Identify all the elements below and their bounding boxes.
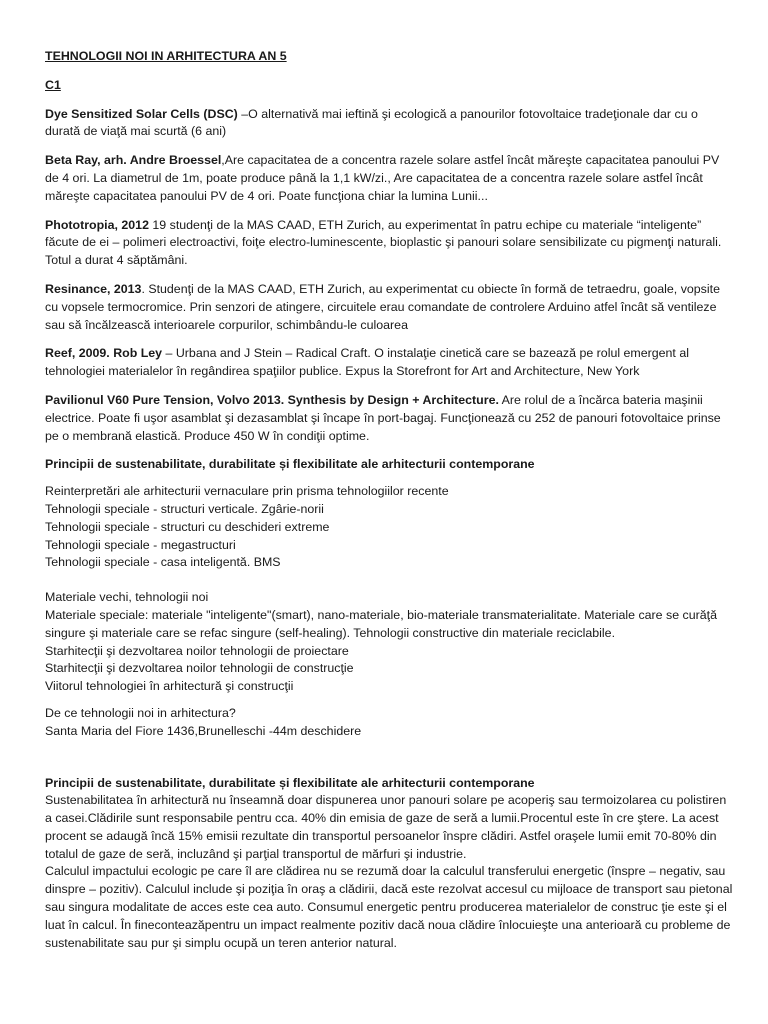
entry-title: Pavilionul V60 Pure Tension, Volvo 2013. Synthesis by Design + Architecture. [45,392,499,407]
list-item: Tehnologii speciale - structuri verticale. Zgârie-norii [45,501,324,516]
entry-title: Reef, 2009. Rob Ley [45,346,163,361]
entry-title: Dye Sensitized Solar Cells (DSC) [45,106,238,121]
list-item: Tehnologii speciale - structuri cu deschideri extreme [45,519,330,534]
entry-text: Are rolul de a încărca bateria maşinii electrice. Poate fi uşor asamblat şi dezasamblat şi încape în port-bagaj. Funcţionează cu 252 de panouri fotovoltaice prinse pe o membrană elastică. Produce 450 W în condiţii optime. [45,392,721,443]
entry-phototropia [45,217,735,270]
entry-text: ,Are capacitatea de a concentra razele solare astfel încât măreşte capacitatea panoului PV de 4 ori. La diametrul de 1m, poate produce până la 1,1 kW/zi., Are capacitatea de a concentra razele solare astfel încât măreşte capacitatea panoului PV de 4 ori. Poate funcţiona chiar la lumina Lunii... [45,153,720,203]
entry-text: – Urbana and J Stein – Radical Craft. O instalaţie cinetică care se bazează pe rolul emergent al tehnologiei materialelor în regândirea spaţiilor publice. Expus la Storefront for Art and Architecture, New York [45,346,689,379]
list-item: Viitorul tehnologiei în arhitectură şi construcţii [45,679,294,694]
list-item: Santa Maria del Fiore 1436,Brunelleschi -44m deschidere [45,723,362,738]
entry-title: Phototropia, 2012 [45,217,149,232]
section-heading: Principii de sustenabilitate, durabilitate și flexibilitate ale arhitecturii contemporane [45,457,535,472]
topic-list-1 [45,483,735,572]
entry-reef [45,345,735,381]
list-item: De ce tehnologii noi in arhitectura? [45,705,236,720]
entry-beta-ray [45,152,735,205]
paragraph: Sustenabilitatea în arhitectură nu înseamnă doar dispunerea unor panouri solare pe acoperiş sau termoizolarea cu polistiren a casei.Clădirile sunt responsabile pentru cca. 40% din emisia de gaze de seră a lumii.Procentul este în cre ştere. La acest procent se adaugă încă 15% emisii rezultate din transportul persoanelor înspre clădiri. Astfel oraşele lumii emit 70-80% din totalul de gaze de seră, incluzând şi parţial transportul de mărfuri şi industrie. [45,793,727,861]
entry-title: Resinance, 2013 [45,281,142,296]
list-item: Tehnologii speciale - casa inteligentă. BMS [45,555,281,570]
list-item: Starhitecţii şi dezvoltarea noilor tehnologii de proiectare [45,643,349,658]
entry-text: . Studenţi de la MAS CAAD, ETH Zurich, au experimentat cu obiecte în formă de tetraedru, goale, vopsite cu vopsele termocromice. Prin senzori de atingere, circuitele erau comandate de controlere Arduino atfel încât să ventileze sau să încălzească interioarele corpurilor, schimbându-le culoarea [45,281,720,332]
document-title: TEHNOLOGII NOI IN ARHITECTURA AN 5 [45,49,287,63]
entry-text: –O alternativă mai ieftină şi ecologică a panourilor fotovoltaice tradeţionale dar cu o durată de viaţă mai scurtă (6 ani) [45,106,698,139]
section-heading: Principii de sustenabilitate, durabilitate și flexibilitate ale arhitecturii contemporane [45,775,535,790]
entry-resinance [45,281,735,334]
list-item: Reinterpretări ale arhitecturii vernaculare prin prisma tehnologiilor recente [45,484,449,499]
entry-title: Beta Ray, arh. Andre Broessel [45,153,222,168]
list-item: Materiale speciale: materiale "inteligente"(smart), nano-materiale, bio-materiale transmaterialitate. Materiale care se curăţă singure şi materiale care se refac singure (self-healing). Tehnologii constructive din materiale reciclabile. [45,607,717,640]
entry-text: 19 studenţi de la MAS CAAD, ETH Zurich, au experimentat în patru echipe cu materiale “inteligente” făcute de ei – polimeri electroactivi, foiţe electro-luminescente, bioplastic şi panouri solare sensibilizate cu pigmenţi naturali. Totul a durat 4 săptămâni. [45,217,722,268]
list-item: Materiale vechi, tehnologii noi [45,590,209,605]
entry-dsc [45,106,735,142]
topic-list-2 [45,589,735,696]
course-label: C1 [45,77,61,92]
entry-pavilion-v60 [45,392,735,445]
sustainability-text [45,792,735,952]
paragraph: Calculul impactului ecologic pe care îl are clădirea nu se rezumă doar la calculul transferului energetic (înspre – negativ, sau dinspre – pozitiv). Calculul include şi poziţia în oraş a clădirii, dacă este rezolvat accesul cu mijloace de transport sau pietonal sau singura modalitate de acces este cea auto. Consumul energetic pentru producerea materialelor de construc ţie este şi el luat în calcul. În fineconteazăpentru un impact realmente pozitiv dacă noua clădire înlocuieşte una anterioară cu probleme de sustenabilitate sau pur şi simplu ocupă un teren anterior natural. [45,864,733,950]
topic-list-3 [45,705,735,741]
list-item: Starhitecţii şi dezvoltarea noilor tehnologii de construcţie [45,661,354,676]
list-item: Tehnologii speciale - megastructuri [45,537,236,552]
document-body [45,48,735,952]
